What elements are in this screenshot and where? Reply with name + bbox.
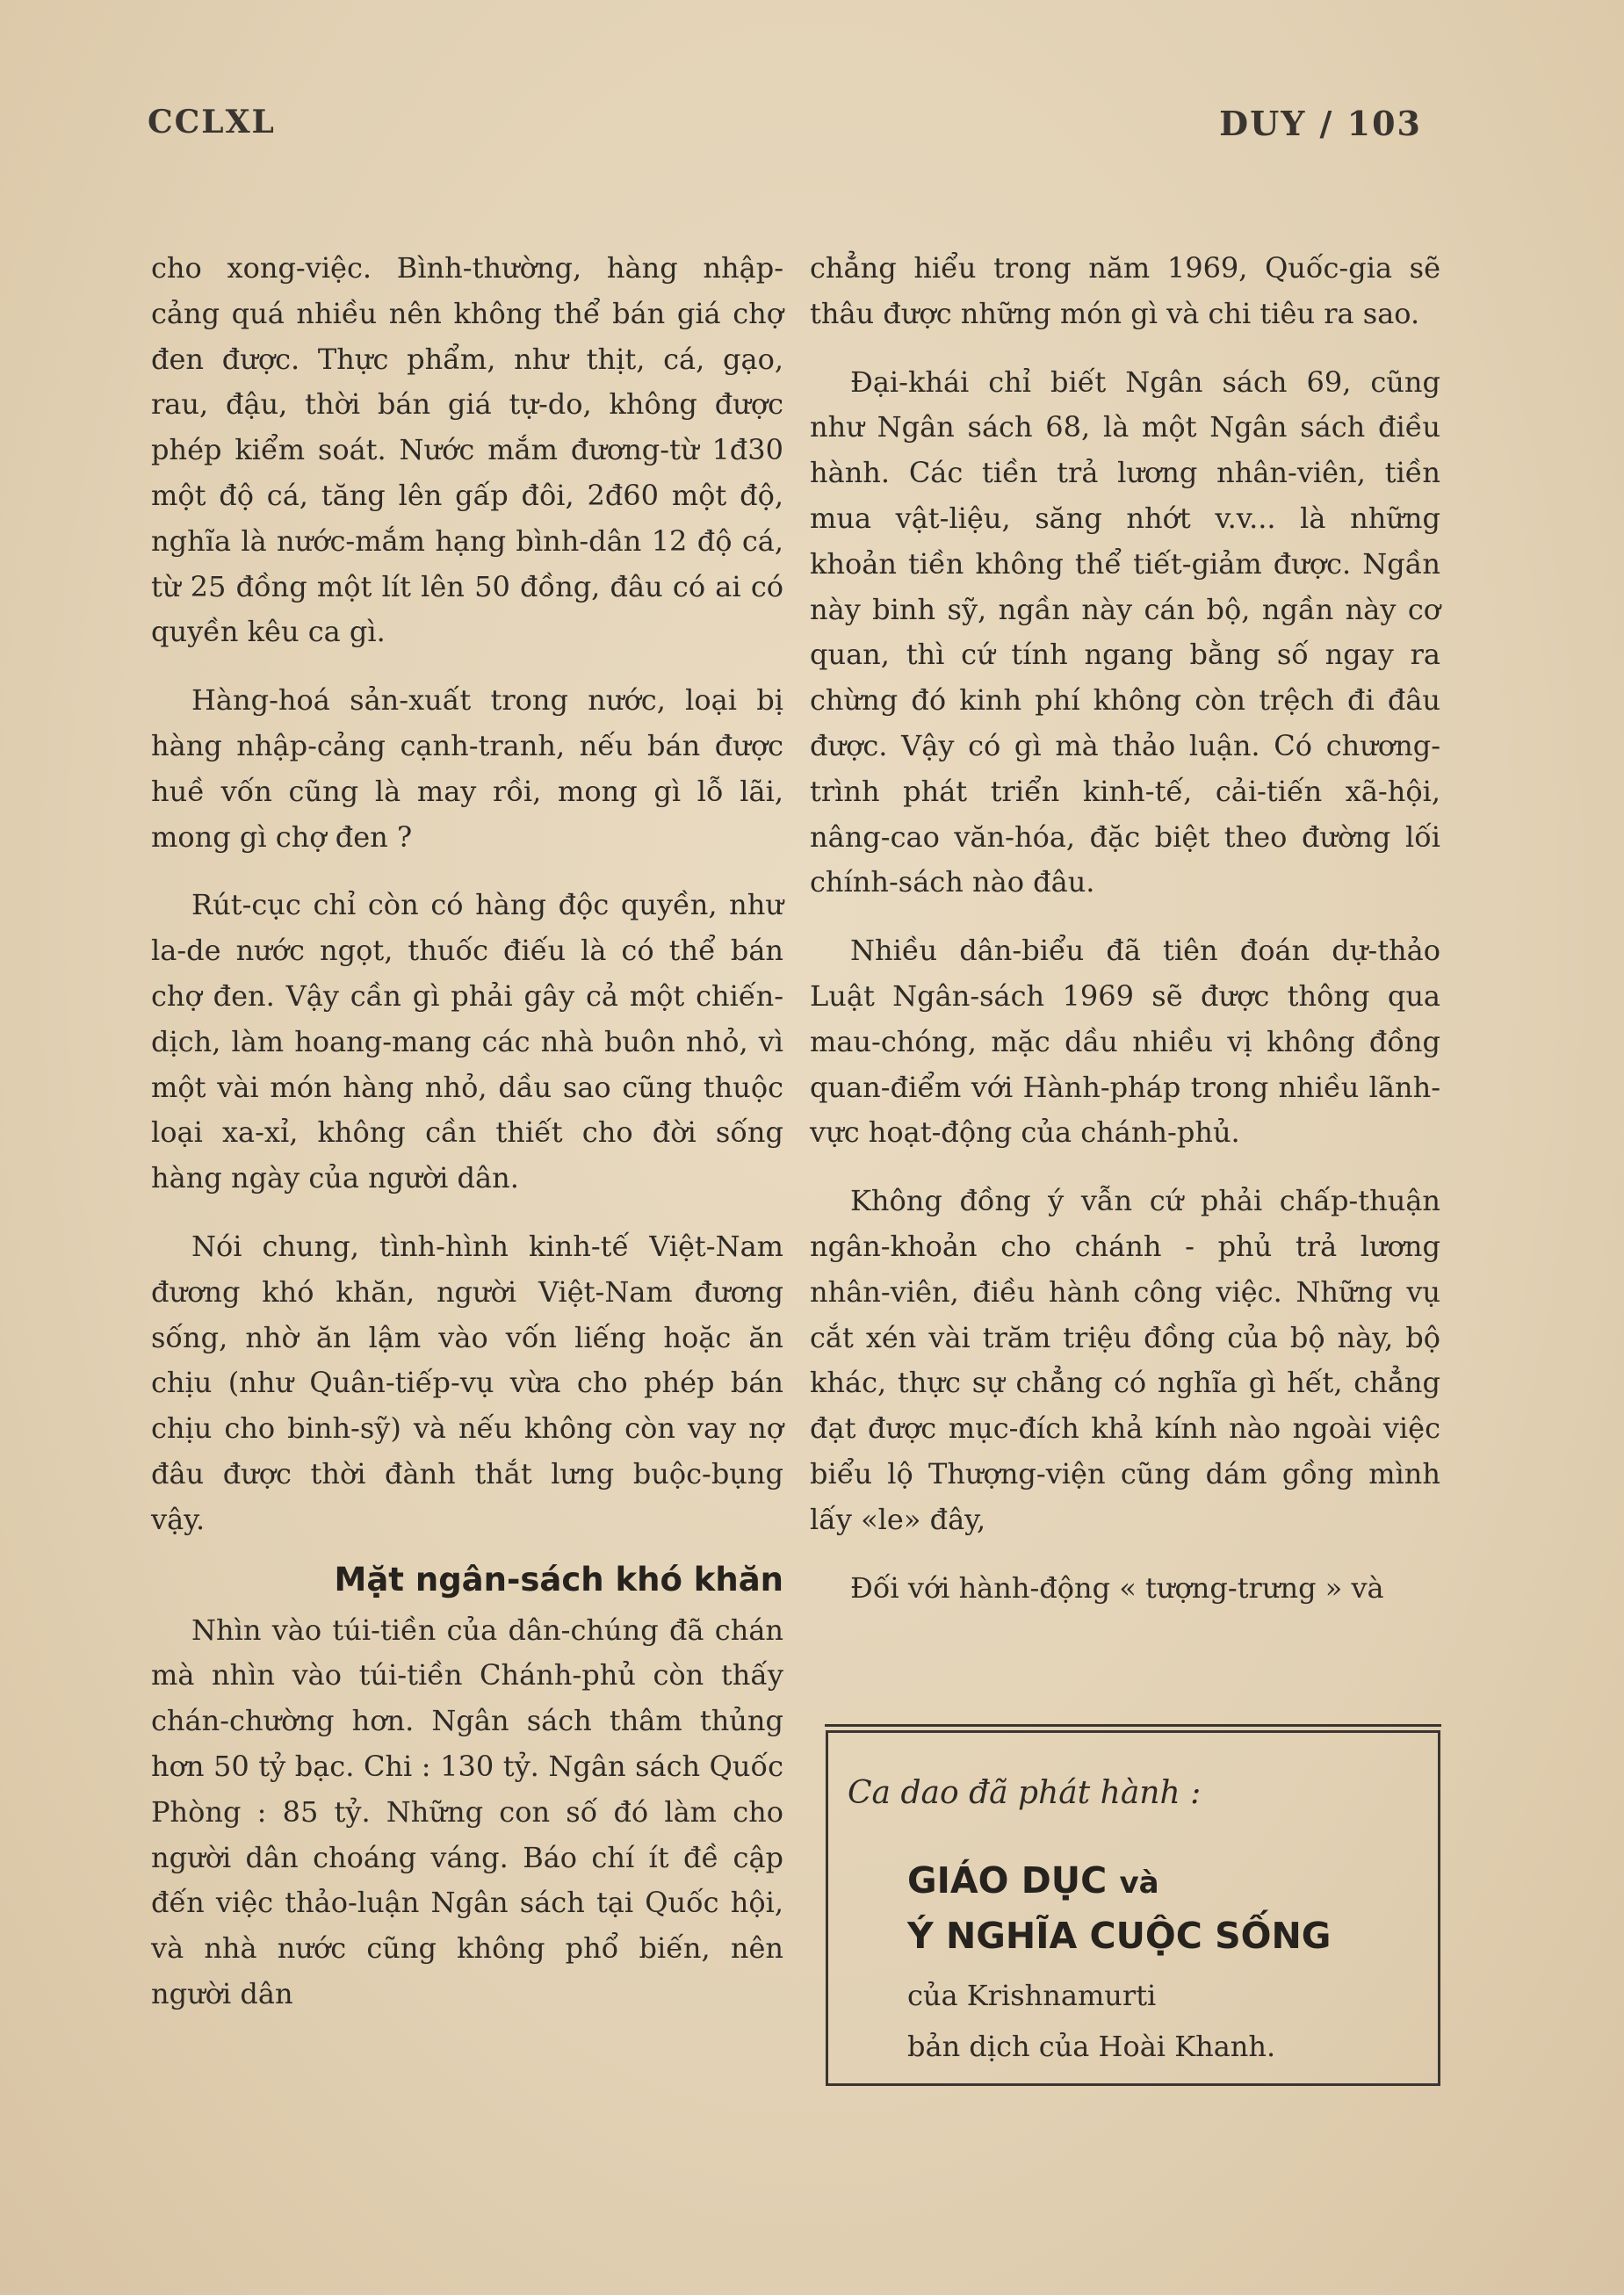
ad-translator: bản dịch của Hoài Khanh. xyxy=(907,2030,1276,2063)
paragraph: chẳng hiểu trong năm 1969, Quốc-gia sẽ thâu được những món gì và chi tiêu ra sao. xyxy=(810,251,1440,330)
ad-book-title xyxy=(907,1854,1331,1962)
ad-author: của Krishnamurti xyxy=(907,1979,1157,2012)
paragraph: cho xong-việc. Bình-thường, hàng nhập-cảng quá nhiều nên không thể bán giá chợ đen được. Thực phẩm, như thịt, cá, gạo, rau, đậu, thời bán giá tự-do, không được phép kiểm soát. Nước mắm đương-từ 1đ30 một độ cá, tăng lên gấp đôi, 2đ60 một độ, nghĩa là nước-mắm hạng bình-dân 12 độ cá, từ 25 đồng một lít lên 50 đồng, đâu có ai có quyền kêu ca gì. xyxy=(151,251,783,649)
ad-title-conjunction: và xyxy=(1119,1866,1159,1901)
ad-intro: Ca dao đã phát hành : xyxy=(848,1775,1202,1811)
paragraph: Hàng-hoá sản-xuất trong nước, loại bị hàng nhập-cảng cạnh-tranh, nếu bán được huề vốn cũng là may rồi, mong gì lỗ lãi, mong gì chợ đen ? xyxy=(151,683,783,854)
paragraph: Nhiều dân-biểu đã tiên đoán dự-thảo Luật Ngân-sách 1969 sẽ được thông qua mau-chóng, mặc dầu nhiều vị không đồng quan-điểm với Hành-pháp trong nhiều lãnh-vực hoạt-động của chánh-phủ. xyxy=(810,934,1440,1150)
paragraph: Đối với hành-động « tượng-trưng » và xyxy=(850,1570,1384,1605)
ad-title-line1: GIÁO DỤC xyxy=(907,1859,1108,1902)
ad-title-line2: Ý NGHĨA CUỘC SỐNG xyxy=(907,1915,1332,1957)
right-column xyxy=(810,246,1440,1611)
paragraph: Đại-khái chỉ biết Ngân sách 69, cũng như Ngân sách 68, là một Ngân sách điều hành. Các tiền trả lương nhân-viên, tiền mua vật-liệu, săng nhớt v.v... là những khoản tiền không thể tiết-giảm được. Ngần này binh sỹ, ngần này cán bộ, ngần này cơ quan, thì cứ tính ngang bằng số ngay ra chừng đó kinh phí không còn trệch đi đâu được. Vậy có gì mà thảo luận. Có chương-trình phát triển kinh-tế, cải-tiến xã-hội, nâng-cao văn-hóa, đặc biệt theo đường lối chính-sách nào đâu. xyxy=(810,364,1440,899)
paragraph: Rút-cục chỉ còn có hàng độc quyền, như la-de nước ngọt, thuốc điếu là có thể bán chợ đen. Vậy cần gì phải gây cả một chiến-dịch, làm hoang-mang các nhà buôn nhỏ, vì một vài món hàng nhỏ, dầu sao cũng thuộc loại xa-xỉ, không cần thiết cho đời sống hàng ngày của người dân. xyxy=(151,888,783,1195)
paragraph: Nhìn vào túi-tiền của dân-chúng đã chán mà nhìn vào túi-tiền Chánh-phủ còn thấy chán-chường hơn. Ngân sách thâm thủng hơn 50 tỷ bạc. Chi : 130 tỷ. Ngân sách Quốc Phòng : 85 tỷ. Những con số đó làm cho người dân choáng váng. Báo chí ít đề cập đến việc thảo-luận Ngân sách tại Quốc hội, và nhà nước cũng không phổ biến, nên người dân xyxy=(151,1613,783,2010)
left-column xyxy=(151,246,783,2017)
section-heading: Mặt ngân-sách khó khăn xyxy=(334,1560,783,1599)
paragraph: Nói chung, tình-hình kinh-tế Việt-Nam đương khó khăn, người Việt-Nam đương sống, nhờ ăn lậm vào vốn liếng hoặc ăn chịu (như Quân-tiếp-vụ vừa cho phép bán chịu cho binh-sỹ) và nếu không còn vay nợ đâu được thời đành thắt lưng buộc-bụng vậy. xyxy=(151,1229,783,1536)
page-header-left: CCLXL xyxy=(148,104,276,141)
book-advertisement-box xyxy=(826,1730,1440,2086)
ad-credits xyxy=(907,1970,1275,2072)
paragraph: Không đồng ý vẫn cứ phải chấp-thuận ngân-khoản cho chánh - phủ trả lương nhân-viên, điều hành công việc. Những vụ cắt xén vài trăm triệu đồng của bộ này, bộ khác, thực sự chẳng có nghĩa gì hết, chẳng đạt được mục-đích khả kính nào ngoài việc biểu lộ Thượng-viện cũng dám gồng mình lấy «le» đây, xyxy=(810,1184,1440,1536)
page-header-right: DUY / 103 xyxy=(1219,104,1422,143)
